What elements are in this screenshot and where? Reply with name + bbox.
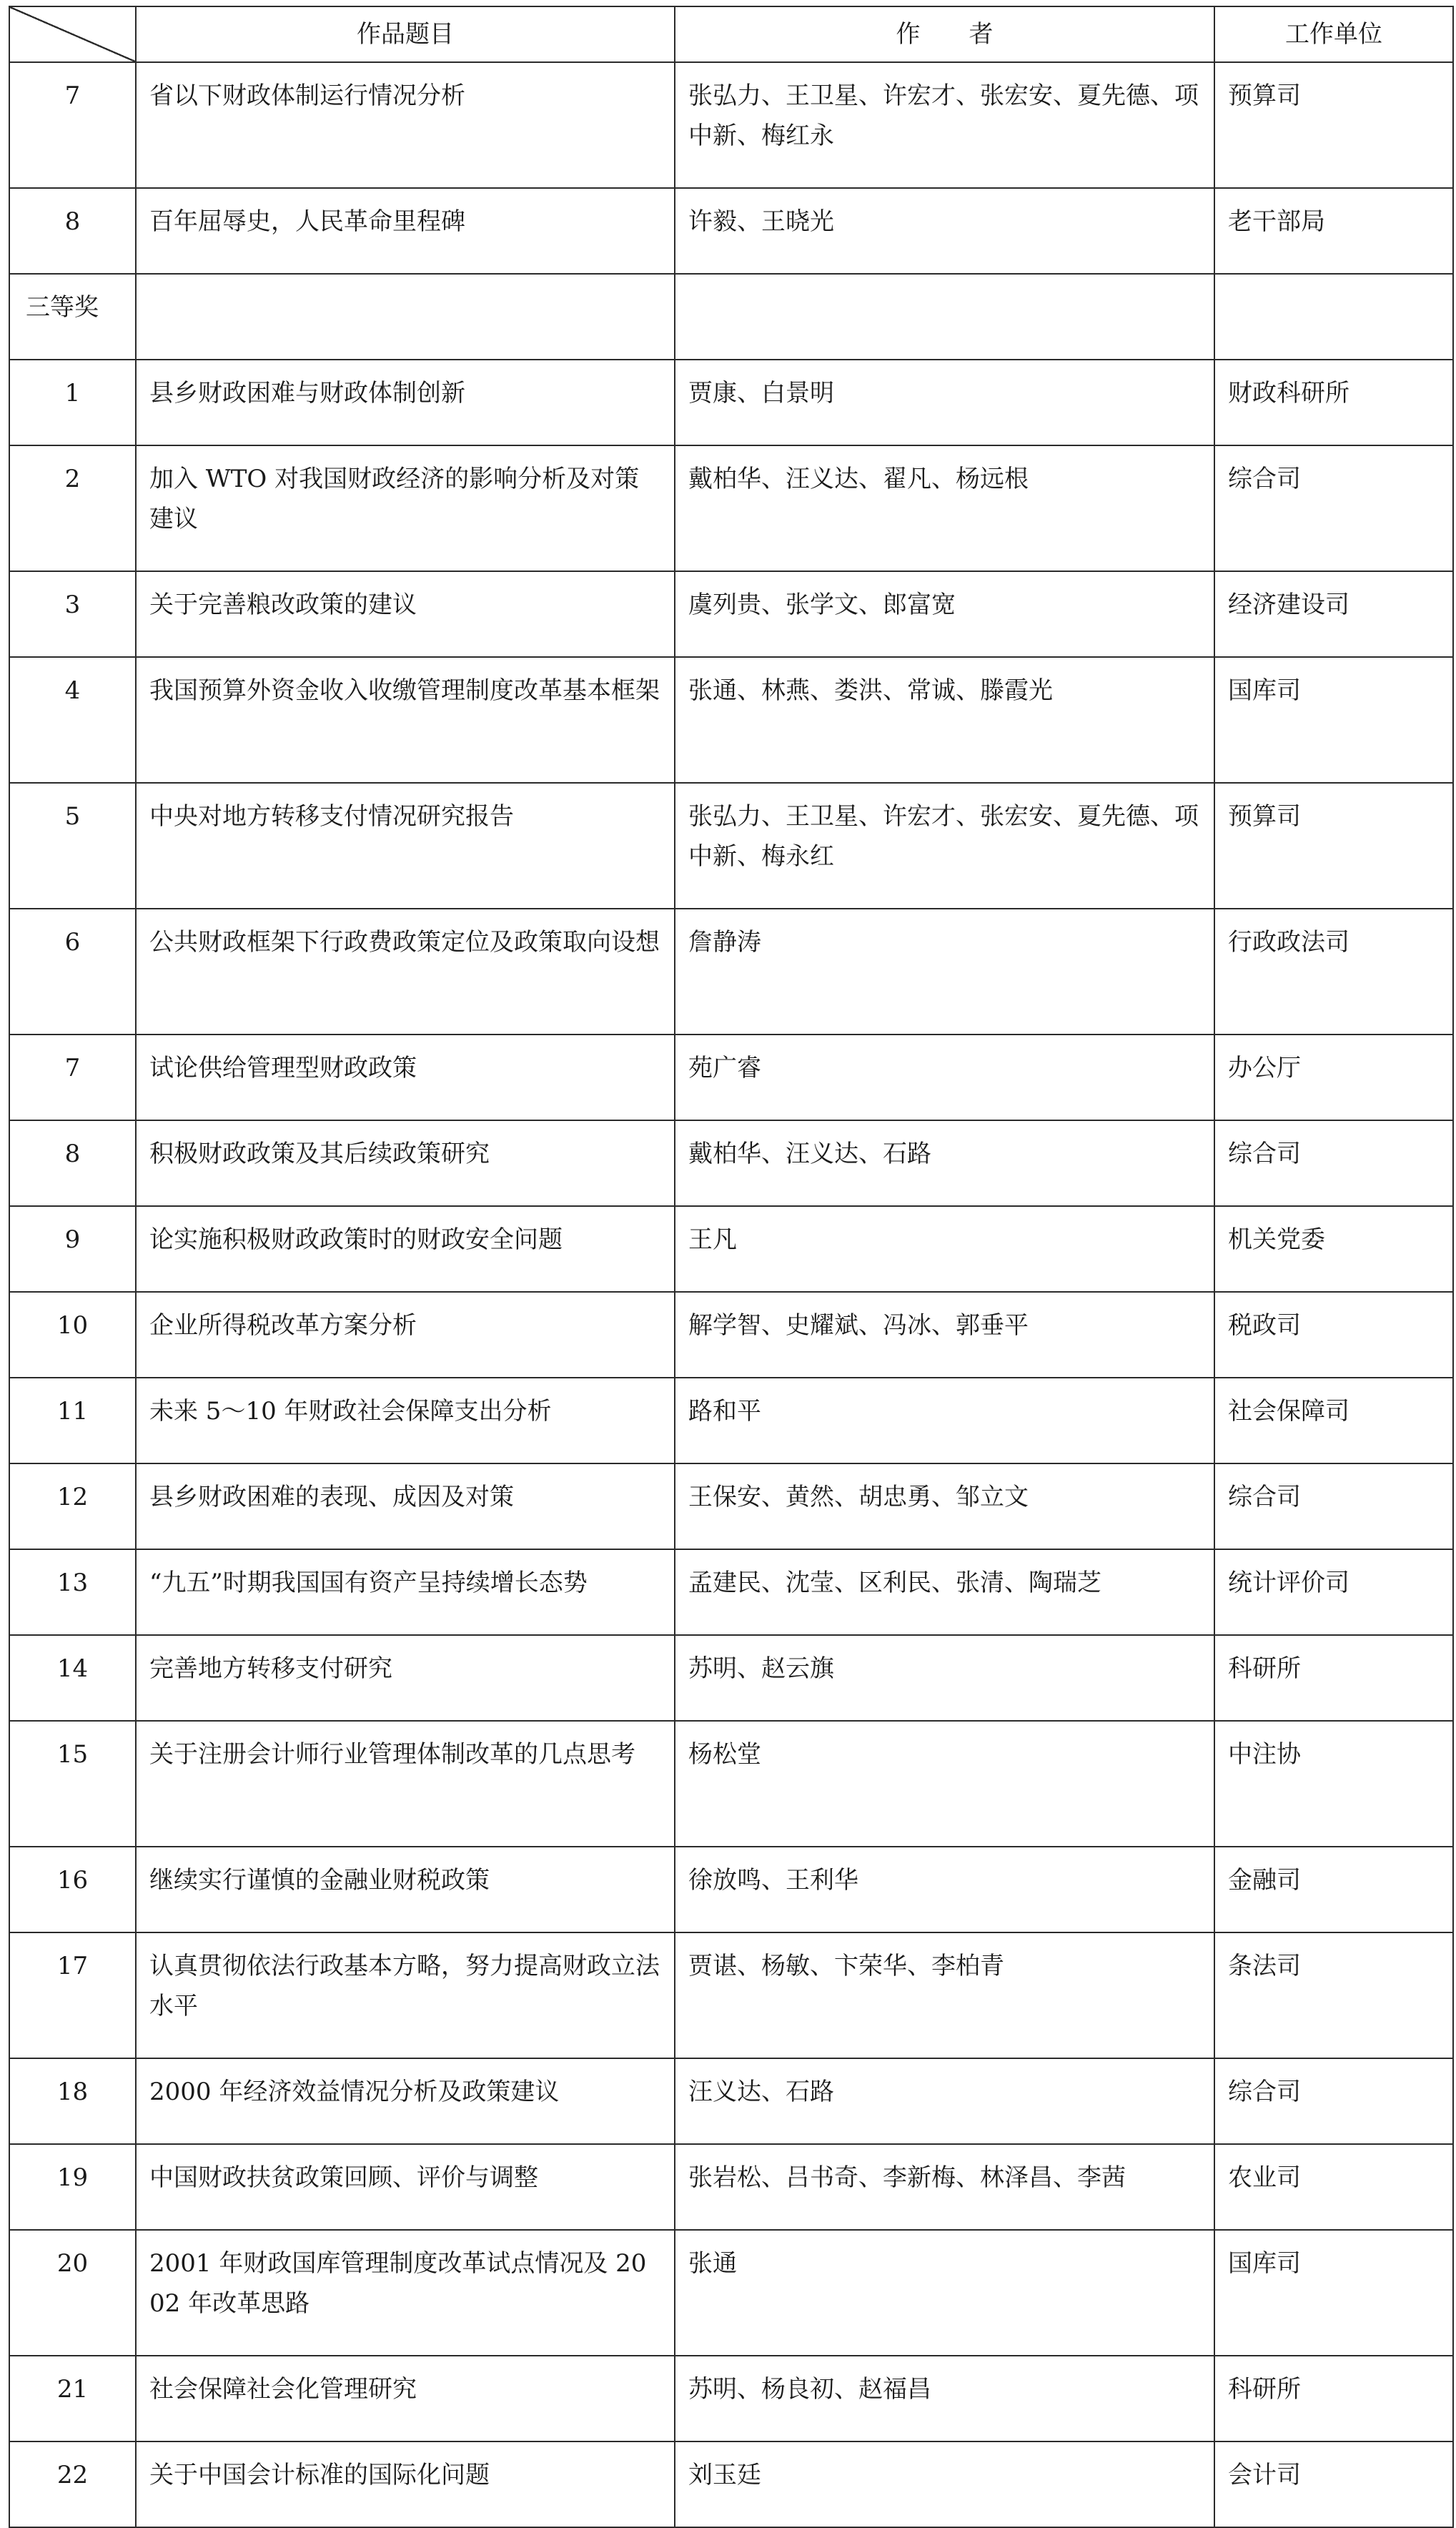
row-number: 9 (9, 1206, 136, 1292)
work-title: 继续实行谨慎的金融业财税政策 (136, 1847, 675, 1932)
table-row (9, 1378, 1453, 1463)
work-title: 2001 年财政国库管理制度改革试点情况及 2002 年改革思路 (136, 2230, 675, 2356)
row-number: 13 (9, 1549, 136, 1635)
authors: 詹静涛 (675, 909, 1214, 1035)
table-row (9, 1721, 1453, 1847)
row-number: 14 (9, 1635, 136, 1721)
work-unit: 综合司 (1214, 1463, 1453, 1549)
work-title: 中央对地方转移支付情况研究报告 (136, 783, 675, 909)
authors: 徐放鸣、王利华 (675, 1847, 1214, 1932)
work-unit: 金融司 (1214, 1847, 1453, 1932)
authors: 许毅、王晓光 (675, 188, 1214, 274)
work-title: 试论供给管理型财政政策 (136, 1035, 675, 1120)
table-header-row (9, 6, 1453, 62)
row-number: 6 (9, 909, 136, 1035)
work-title: 县乡财政困难的表现、成因及对策 (136, 1463, 675, 1549)
table-row (9, 2230, 1453, 2356)
authors: 汪义达、石路 (675, 2058, 1214, 2144)
authors: 虞列贵、张学文、郎富宽 (675, 571, 1214, 657)
work-title: 未来 5～10 年财政社会保障支出分析 (136, 1378, 675, 1463)
header-unit: 工作单位 (1214, 6, 1453, 62)
row-number: 4 (9, 657, 136, 783)
table-row (9, 62, 1453, 188)
work-unit: 财政科研所 (1214, 360, 1453, 445)
empty-cell (1214, 274, 1453, 360)
work-title: 省以下财政体制运行情况分析 (136, 62, 675, 188)
work-unit: 经济建设司 (1214, 571, 1453, 657)
work-unit: 会计司 (1214, 2441, 1453, 2527)
authors: 贾康、白景明 (675, 360, 1214, 445)
authors: 贾谌、杨敏、卞荣华、李柏青 (675, 1932, 1214, 2058)
authors: 戴柏华、汪义达、石路 (675, 1120, 1214, 1206)
table-row (9, 2144, 1453, 2230)
section-row (9, 274, 1453, 360)
work-unit: 综合司 (1214, 2058, 1453, 2144)
authors: 戴柏华、汪义达、翟凡、杨远根 (675, 445, 1214, 571)
work-unit: 条法司 (1214, 1932, 1453, 2058)
work-unit: 综合司 (1214, 445, 1453, 571)
authors: 杨松堂 (675, 1721, 1214, 1847)
table-row (9, 783, 1453, 909)
work-unit: 农业司 (1214, 2144, 1453, 2230)
table-row (9, 188, 1453, 274)
table-body (9, 62, 1453, 2527)
work-title: 积极财政政策及其后续政策研究 (136, 1120, 675, 1206)
authors: 路和平 (675, 1378, 1214, 1463)
work-unit: 预算司 (1214, 62, 1453, 188)
work-title: 社会保障社会化管理研究 (136, 2356, 675, 2441)
row-number: 1 (9, 360, 136, 445)
work-unit: 机关党委 (1214, 1206, 1453, 1292)
work-title: 我国预算外资金收入收缴管理制度改革基本框架 (136, 657, 675, 783)
authors: 张弘力、王卫星、许宏才、张宏安、夏先德、项中新、梅红永 (675, 62, 1214, 188)
work-unit: 科研所 (1214, 2356, 1453, 2441)
row-number: 8 (9, 188, 136, 274)
work-unit: 税政司 (1214, 1292, 1453, 1378)
work-unit: 国库司 (1214, 657, 1453, 783)
row-number: 11 (9, 1378, 136, 1463)
row-number: 22 (9, 2441, 136, 2527)
table-row (9, 1635, 1453, 1721)
authors: 解学智、史耀斌、冯冰、郭垂平 (675, 1292, 1214, 1378)
authors: 王保安、黄然、胡忠勇、邹立文 (675, 1463, 1214, 1549)
authors: 王凡 (675, 1206, 1214, 1292)
work-unit: 办公厅 (1214, 1035, 1453, 1120)
table-row (9, 571, 1453, 657)
row-number: 7 (9, 62, 136, 188)
work-title: 公共财政框架下行政费政策定位及政策取向设想 (136, 909, 675, 1035)
row-number: 15 (9, 1721, 136, 1847)
section-label: 三等奖 (9, 274, 136, 360)
work-title: 加入 WTO 对我国财政经济的影响分析及对策建议 (136, 445, 675, 571)
work-unit: 老干部局 (1214, 188, 1453, 274)
row-number: 2 (9, 445, 136, 571)
row-number: 21 (9, 2356, 136, 2441)
work-title: 县乡财政困难与财政体制创新 (136, 360, 675, 445)
work-unit: 统计评价司 (1214, 1549, 1453, 1635)
work-unit: 预算司 (1214, 783, 1453, 909)
row-number: 16 (9, 1847, 136, 1932)
table-row (9, 2058, 1453, 2144)
table-row (9, 2441, 1453, 2527)
authors: 张通 (675, 2230, 1214, 2356)
work-title: 关于注册会计师行业管理体制改革的几点思考 (136, 1721, 675, 1847)
authors: 孟建民、沈莹、区利民、张清、陶瑞芝 (675, 1549, 1214, 1635)
table-row (9, 1463, 1453, 1549)
work-title: 认真贯彻依法行政基本方略，努力提高财政立法水平 (136, 1932, 675, 2058)
table-row (9, 2356, 1453, 2441)
work-unit: 社会保障司 (1214, 1378, 1453, 1463)
row-number: 17 (9, 1932, 136, 2058)
table-row (9, 909, 1453, 1035)
row-number: 20 (9, 2230, 136, 2356)
work-title: 关于完善粮改政策的建议 (136, 571, 675, 657)
row-number: 3 (9, 571, 136, 657)
header-author: 作 者 (675, 6, 1214, 62)
table-row (9, 1932, 1453, 2058)
authors: 苑广睿 (675, 1035, 1214, 1120)
row-number: 5 (9, 783, 136, 909)
table-row (9, 1120, 1453, 1206)
table-row (9, 657, 1453, 783)
work-unit: 行政政法司 (1214, 909, 1453, 1035)
work-title: 关于中国会计标准的国际化问题 (136, 2441, 675, 2527)
header-title: 作品题目 (136, 6, 675, 62)
authors: 张弘力、王卫星、许宏才、张宏安、夏先德、项中新、梅永红 (675, 783, 1214, 909)
work-unit: 中注协 (1214, 1721, 1453, 1847)
authors: 刘玉廷 (675, 2441, 1214, 2527)
table-row (9, 1847, 1453, 1932)
diagonal-corner-cell (9, 6, 136, 62)
table-row (9, 1292, 1453, 1378)
authors: 张岩松、吕书奇、李新梅、林泽昌、李茜 (675, 2144, 1214, 2230)
empty-cell (675, 274, 1214, 360)
work-title: 中国财政扶贫政策回顾、评价与调整 (136, 2144, 675, 2230)
row-number: 19 (9, 2144, 136, 2230)
work-title: 百年屈辱史，人民革命里程碑 (136, 188, 675, 274)
table-row (9, 1206, 1453, 1292)
work-title: “九五”时期我国国有资产呈持续增长态势 (136, 1549, 675, 1635)
row-number: 10 (9, 1292, 136, 1378)
row-number: 8 (9, 1120, 136, 1206)
row-number: 7 (9, 1035, 136, 1120)
authors: 苏明、杨良初、赵福昌 (675, 2356, 1214, 2441)
award-table (9, 6, 1454, 2528)
award-table-page (9, 6, 1454, 2528)
table-row (9, 445, 1453, 571)
row-number: 12 (9, 1463, 136, 1549)
empty-cell (136, 274, 675, 360)
authors: 苏明、赵云旗 (675, 1635, 1214, 1721)
authors: 张通、林燕、娄洪、常诚、滕霞光 (675, 657, 1214, 783)
table-row (9, 1549, 1453, 1635)
work-title: 企业所得税改革方案分析 (136, 1292, 675, 1378)
work-title: 2000 年经济效益情况分析及政策建议 (136, 2058, 675, 2144)
work-title: 论实施积极财政政策时的财政安全问题 (136, 1206, 675, 1292)
table-row (9, 1035, 1453, 1120)
work-title: 完善地方转移支付研究 (136, 1635, 675, 1721)
row-number: 18 (9, 2058, 136, 2144)
work-unit: 综合司 (1214, 1120, 1453, 1206)
work-unit: 国库司 (1214, 2230, 1453, 2356)
table-row (9, 360, 1453, 445)
work-unit: 科研所 (1214, 1635, 1453, 1721)
